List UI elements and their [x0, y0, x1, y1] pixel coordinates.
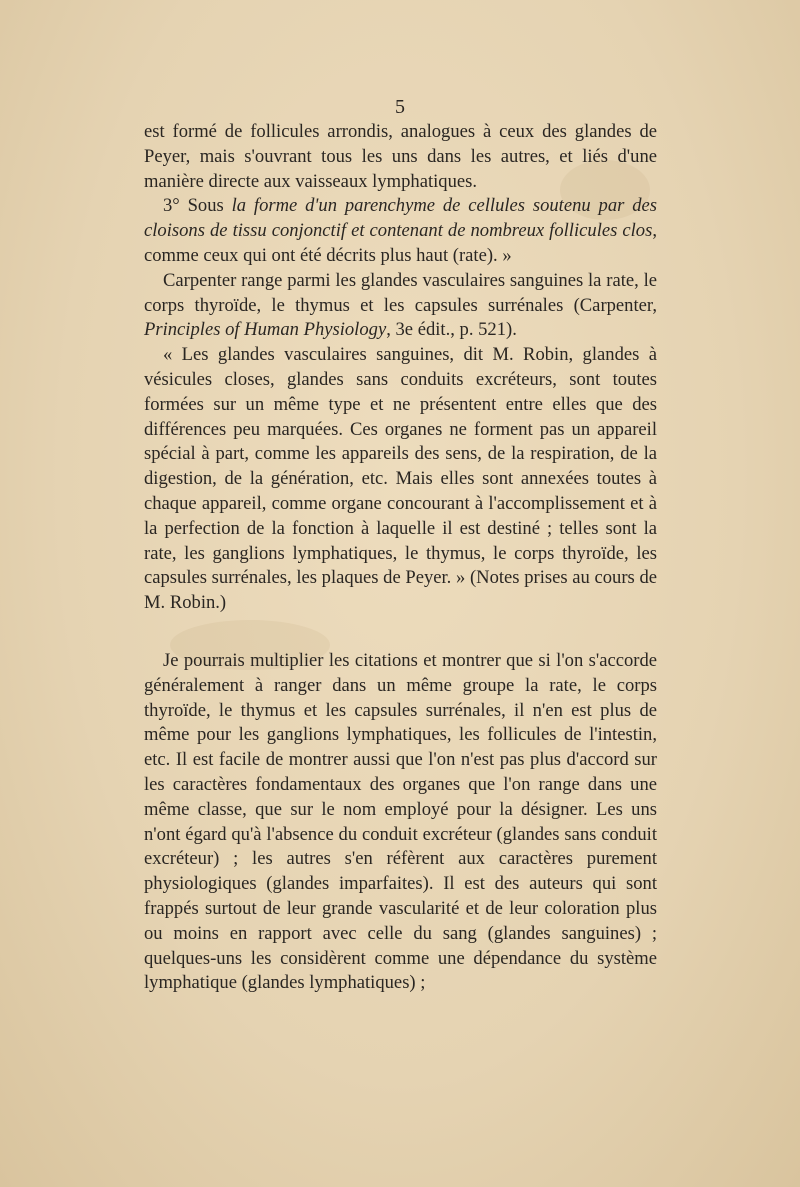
- text-run: , comme ceux qui ont été décrits plus haut (rate). »: [144, 220, 657, 266]
- text-run: 3° Sous: [163, 195, 232, 217]
- italic-text: la forme d'un parenchyme de cellules soutenu par des cloisons de tissu conjonctif et contenant de nombreux follicules clos: [144, 195, 657, 242]
- paragraph: [144, 269, 657, 343]
- section-gap: [144, 616, 657, 649]
- body-text: [144, 120, 657, 996]
- text-run: Carpenter range parmi les glandes vasculaires sanguines la rate, le corps thyroïde, le thymus et les capsules surrénales (Carpenter,: [144, 269, 657, 316]
- paragraph: [144, 194, 657, 268]
- text-run: est formé de follicules arrondis, analogues à ceux des glandes de Peyer, mais s'ouvrant tous les uns dans les autres, et liés d'une manière directe aux vaisseaux lymphatiques.: [144, 121, 657, 192]
- paragraph: [144, 343, 657, 616]
- paragraph: [144, 120, 657, 194]
- text-run: Je pourrais multiplier les citations et montrer que si l'on s'accorde généralement à ranger dans un même groupe la rate, le corps thyroïde, le thymus et les capsules surrénales, il n'en est plus de même pour les ganglions lymphatiques, les follicules de l'intestin, etc. Il est facile de montrer aussi que l'on n'est pas plus d'accord sur les caractères fondamentaux des organes que l'on range dans une même classe, que sur le nom employé pour la désigner. Les uns n'ont égard qu'à l'absence du conduit excréteur (glandes sans conduit excréteur) ; les autres s'en réfèrent aux caractères purement physiologiques (glandes imparfaites). Il est des auteurs qui sont frappés surtout de leur grande vascularité et de leur coloration plus ou moins en rapport avec celle du sang (glandes sanguines) ; quelques-uns les considèrent comme une dépendance du système lymphatique (glandes lymphatiques) ;: [144, 649, 657, 994]
- paragraph: [144, 649, 657, 996]
- text-run: , 3e édit., p. 521).: [386, 319, 517, 341]
- page-number: 5: [395, 96, 405, 118]
- text-run: « Les glandes vasculaires sanguines, dit M. Robin, glandes à vésicules closes, glandes sans conduits excréteurs, sont toutes formées sur un même type et ne présentent entre elles que des différences peu marquées. Ces organes ne forment pas un appareil spécial à part, comme les appareils des sens, de la respiration, de la digestion, de la génération, etc. Mais elles sont annexées toutes à chaque appareil, comme organe concourant à l'accomplissement et à la perfection de la fonction à laquelle il est destiné ; telles sont la rate, les ganglions lymphatiques, le thymus, le corps thyroïde, les capsules surrénales, les plaques de Peyer. » (Notes prises au cours de M. Robin.): [144, 344, 657, 614]
- italic-text: Principles of Human Physiology: [144, 319, 387, 341]
